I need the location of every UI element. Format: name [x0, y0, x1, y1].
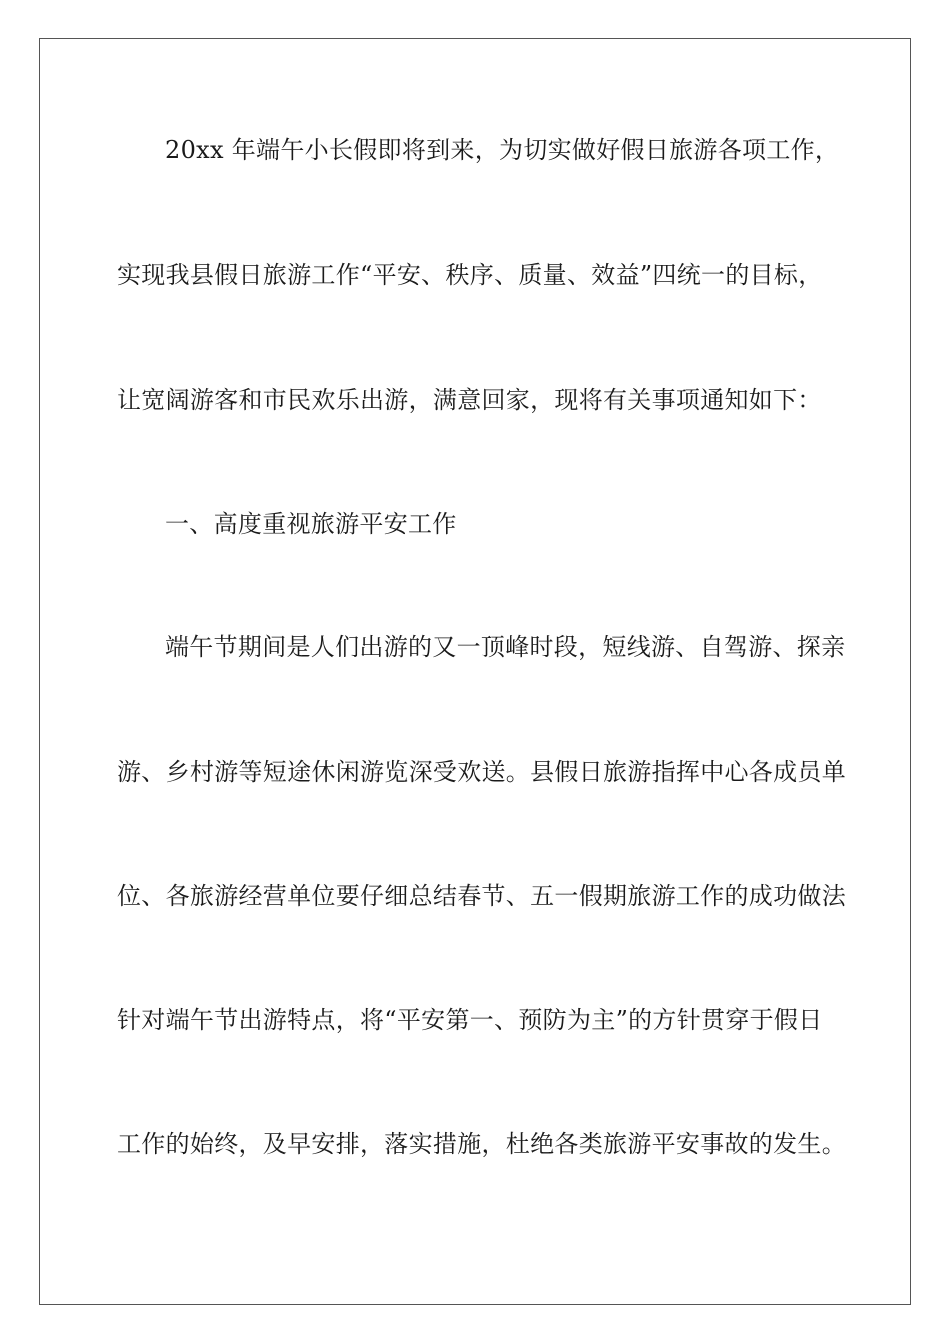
paragraph-line: 20xx 年端午小长假即将到来，为切实做好假日旅游各项工作，	[165, 136, 840, 164]
page-border	[39, 38, 911, 1305]
paragraph-line: 工作的始终，及早安排，落实措施，杜绝各类旅游平安事故的发生。	[117, 1130, 846, 1158]
paragraph-line: 端午节期间是人们出游的又一顶峰时段，短线游、自驾游、探亲	[165, 633, 846, 661]
paragraph-line: 游、乡村游等短途休闲游览深受欢送。县假日旅游指挥中心各成员单	[117, 758, 846, 786]
paragraph-line: 实现我县假日旅游工作“平安、秩序、质量、效益”四统一的目标，	[117, 261, 823, 289]
section-heading: 一、高度重视旅游平安工作	[165, 510, 457, 538]
paragraph-line: 位、各旅游经营单位要仔细总结春节、五一假期旅游工作的成功做法	[117, 882, 846, 910]
paragraph-line: 针对端午节出游特点，将“平安第一、预防为主”的方针贯穿于假日	[117, 1006, 823, 1034]
paragraph-line: 让宽阔游客和市民欢乐出游，满意回家，现将有关事项通知如下：	[117, 386, 822, 414]
